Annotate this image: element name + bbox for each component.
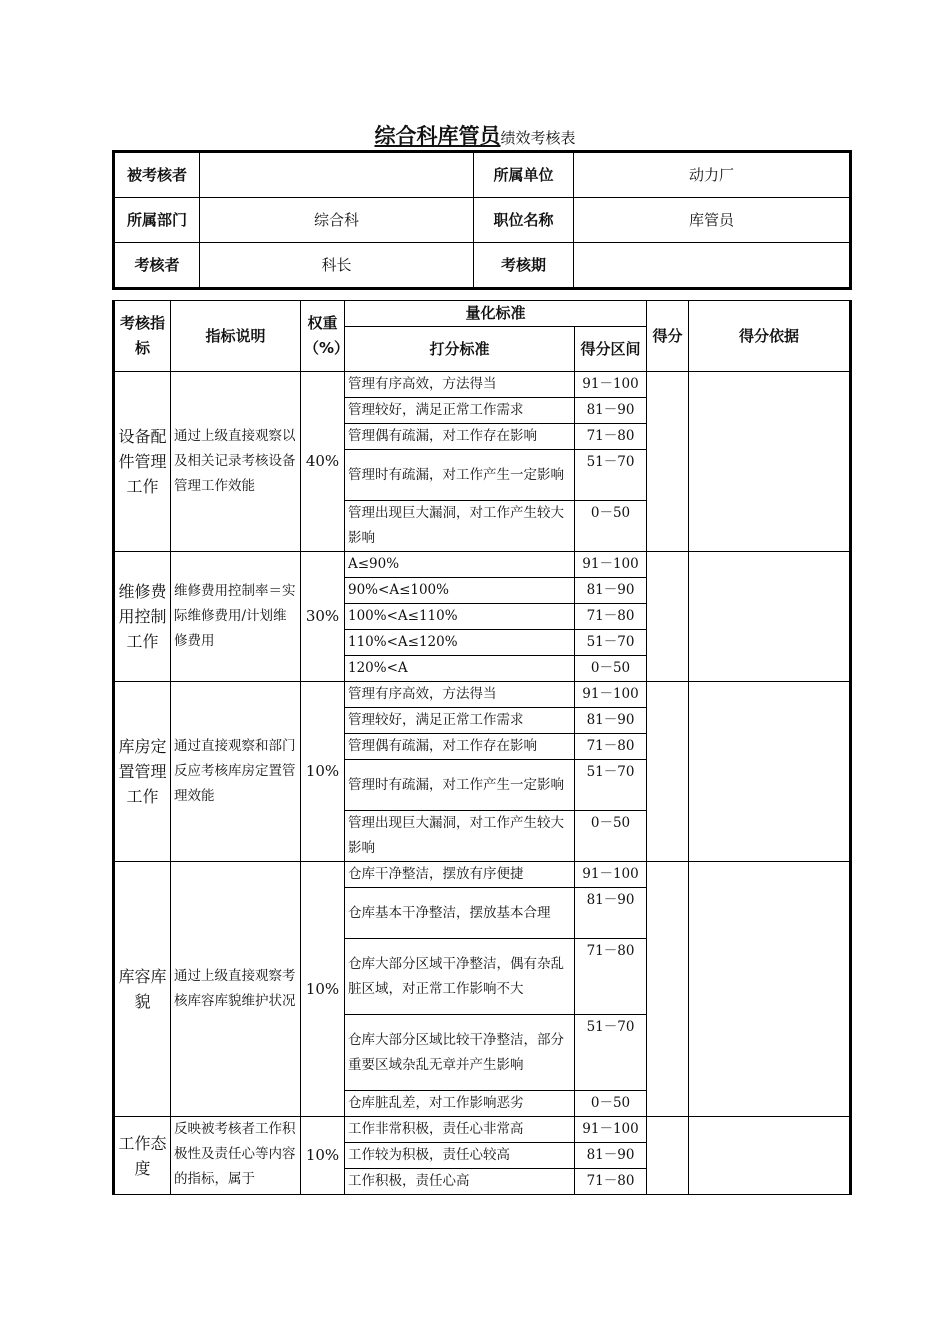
score-range: 71－80 [575,939,647,1015]
scoring-standard: 工作积极，责任心高 [345,1169,575,1195]
basis-cell[interactable] [689,862,851,1117]
form-title [0,120,950,150]
header-description: 指标说明 [171,301,301,372]
score-range: 71－80 [575,1169,647,1195]
score-range: 71－80 [575,734,647,760]
header-scoring-standard: 打分标准 [345,327,575,372]
position-label: 职位名称 [474,198,574,243]
indicator-description: 维修费用控制率＝实际维修费用/计划维修费用 [171,552,301,682]
scoring-standard: 工作较为积极，责任心较高 [345,1143,575,1169]
basis-cell[interactable] [689,372,851,552]
indicator-name: 库房定置管理工作 [114,682,171,862]
scoring-standard: 管理较好，满足正常工作需求 [345,398,575,424]
assessor-label: 考核者 [114,243,200,289]
scoring-standard: 管理时有疏漏，对工作产生一定影响 [345,450,575,501]
score-range: 91－100 [575,682,647,708]
unit-label: 所属单位 [474,152,574,198]
indicator-description: 通过上级直接观察以及相关记录考核设备管理工作效能 [171,372,301,552]
score-range: 0－50 [575,501,647,552]
header-score-range: 得分区间 [575,327,647,372]
score-range: 51－70 [575,630,647,656]
score-cell[interactable] [647,1117,689,1195]
indicator-name: 设备配件管理工作 [114,372,171,552]
indicator-weight: 10% [301,862,345,1117]
dept-value[interactable]: 综合科 [200,198,474,243]
score-range: 91－100 [575,862,647,888]
dept-label: 所属部门 [114,198,200,243]
header-weight: 权重（%） [301,301,345,372]
indicator-name: 工作态度 [114,1117,171,1195]
score-range: 81－90 [575,578,647,604]
score-cell[interactable] [647,682,689,862]
period-label: 考核期 [474,243,574,289]
score-range: 91－100 [575,1117,647,1143]
basis-cell[interactable] [689,552,851,682]
score-range: 0－50 [575,1091,647,1117]
indicator-name: 库容库貌 [114,862,171,1117]
score-cell[interactable] [647,552,689,682]
header-quantified: 量化标准 [345,301,647,327]
assessor-value[interactable]: 科长 [200,243,474,289]
indicator-description: 通过直接观察和部门反应考核库房定置管理效能 [171,682,301,862]
indicator-name: 维修费用控制工作 [114,552,171,682]
info-table [112,150,852,290]
header-score: 得分 [647,301,689,372]
indicator-weight: 10% [301,1117,345,1195]
assessee-value[interactable] [200,152,474,198]
scoring-standard: 仓库干净整洁，摆放有序便捷 [345,862,575,888]
scoring-standard: 管理有序高效，方法得当 [345,372,575,398]
score-cell[interactable] [647,862,689,1117]
scoring-standard: 管理出现巨大漏洞，对工作产生较大影响 [345,501,575,552]
scoring-standard: A≤90% [345,552,575,578]
score-range: 51－70 [575,1015,647,1091]
title-sub: 绩效考核表 [500,129,576,147]
scoring-standard: 仓库基本干净整洁，摆放基本合理 [345,888,575,939]
score-range: 91－100 [575,372,647,398]
basis-cell[interactable] [689,682,851,862]
scoring-standard: 管理有序高效，方法得当 [345,682,575,708]
scoring-standard: 仓库脏乱差，对工作影响恶劣 [345,1091,575,1117]
header-basis: 得分依据 [689,301,851,372]
scoring-standard: 120%<A [345,656,575,682]
header-indicator: 考核指标 [114,301,171,372]
indicator-weight: 40% [301,372,345,552]
scoring-standard: 100%<A≤110% [345,604,575,630]
unit-value[interactable]: 动力厂 [574,152,851,198]
assessment-table [112,300,852,1195]
scoring-standard: 仓库大部分区域比较干净整洁，部分重要区域杂乱无章并产生影响 [345,1015,575,1091]
score-range: 81－90 [575,708,647,734]
score-range: 81－90 [575,398,647,424]
assessee-label: 被考核者 [114,152,200,198]
score-range: 71－80 [575,604,647,630]
scoring-standard: 管理时有疏漏，对工作产生一定影响 [345,760,575,811]
position-value[interactable]: 库管员 [574,198,851,243]
indicator-description: 通过上级直接观察考核库容库貌维护状况 [171,862,301,1117]
scoring-standard: 管理偶有疏漏，对工作存在影响 [345,424,575,450]
score-range: 0－50 [575,656,647,682]
score-range: 51－70 [575,450,647,501]
indicator-weight: 30% [301,552,345,682]
indicator-weight: 10% [301,682,345,862]
scoring-standard: 工作非常积极，责任心非常高 [345,1117,575,1143]
indicator-description: 反映被考核者工作积极性及责任心等内容的指标，属于 [171,1117,301,1195]
scoring-standard: 90%<A≤100% [345,578,575,604]
score-range: 71－80 [575,424,647,450]
score-range: 51－70 [575,760,647,811]
scoring-standard: 管理较好，满足正常工作需求 [345,708,575,734]
title-main: 综合科库管员 [374,124,501,148]
scoring-standard: 管理出现巨大漏洞，对工作产生较大影响 [345,811,575,862]
period-value[interactable] [574,243,851,289]
basis-cell[interactable] [689,1117,851,1195]
score-range: 91－100 [575,552,647,578]
score-range: 0－50 [575,811,647,862]
score-range: 81－90 [575,888,647,939]
scoring-standard: 管理偶有疏漏，对工作存在影响 [345,734,575,760]
score-cell[interactable] [647,372,689,552]
scoring-standard: 110%<A≤120% [345,630,575,656]
scoring-standard: 仓库大部分区域干净整洁，偶有杂乱脏区域，对正常工作影响不大 [345,939,575,1015]
score-range: 81－90 [575,1143,647,1169]
